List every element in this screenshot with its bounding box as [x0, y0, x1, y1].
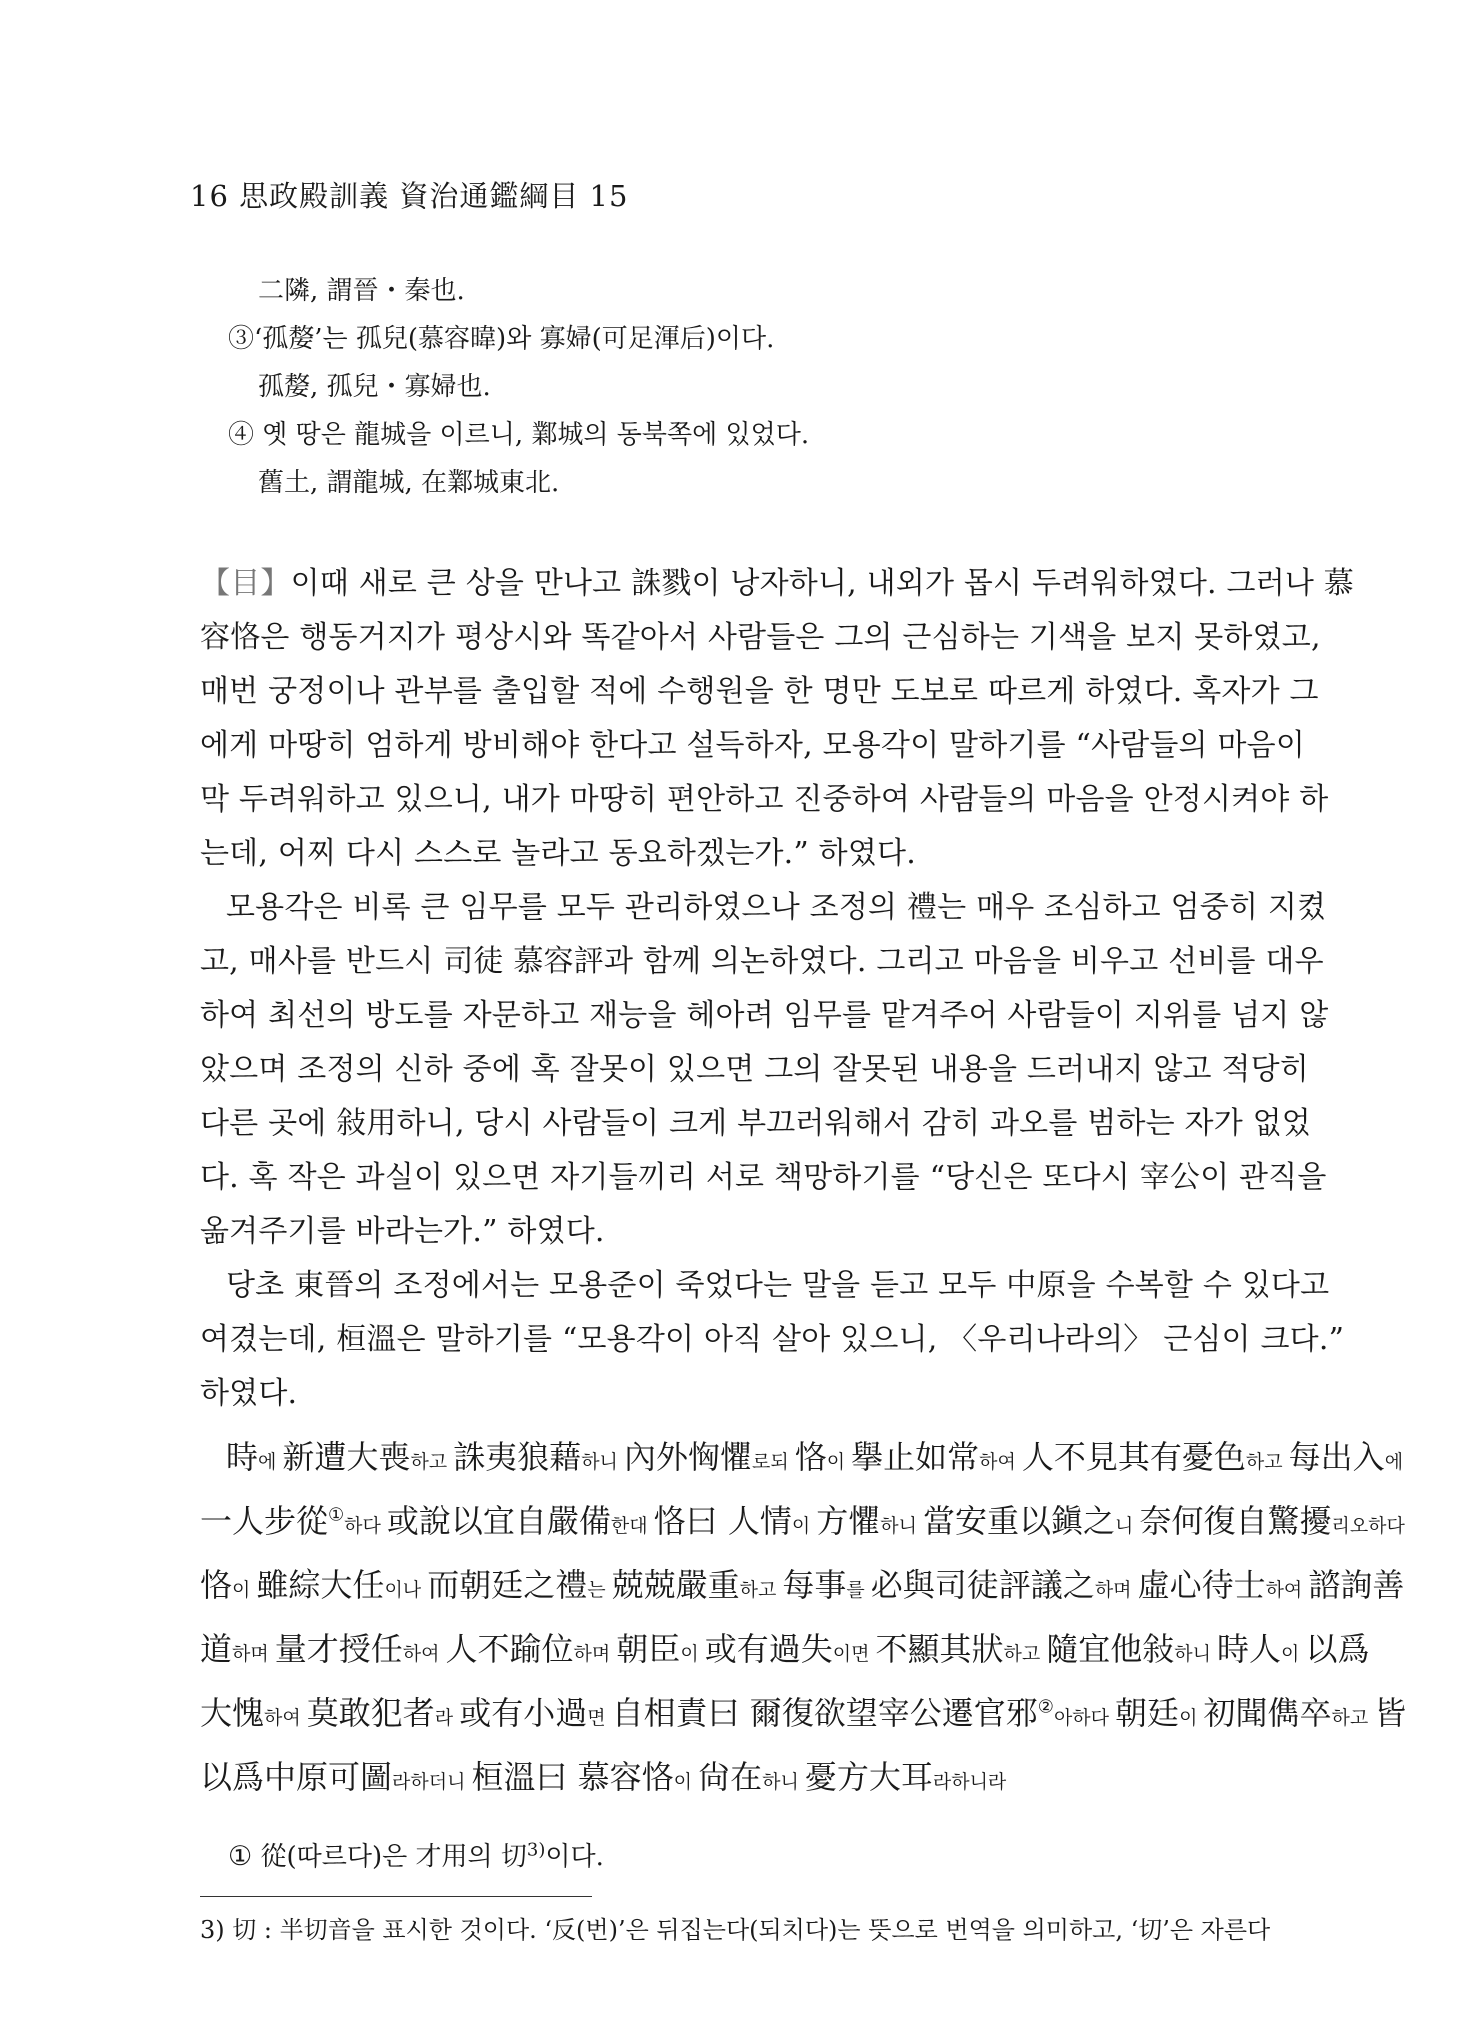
hanja-text: 而朝廷之禮 — [427, 1566, 588, 1604]
hanja-text: 或有過失 — [704, 1630, 833, 1668]
hanja-text: 量才授任 — [274, 1630, 403, 1668]
hanja-text: 自相責曰 爾復欲望宰公遷官邪 — [611, 1694, 1038, 1732]
commentary-line: 매번 궁정이나 관부를 출입할 적에 수행원을 한 명만 도보로 따르게 하였다. 혹자가 그 — [200, 674, 1319, 709]
hanja-text: 時人 — [1217, 1630, 1282, 1668]
hangul-gloss: 이 — [1179, 1707, 1204, 1729]
hanja-text: 初聞儁卒 — [1203, 1694, 1332, 1732]
hanja-text: 時 — [226, 1438, 259, 1476]
hanja-text: 一人步從 — [200, 1502, 329, 1540]
hanja-text: 桓溫曰 慕容恪 — [471, 1758, 674, 1796]
hangul-gloss: 에 — [1384, 1451, 1404, 1473]
hanja-text: 以爲中原可圖 — [200, 1758, 393, 1796]
note-marker: ① — [328, 1504, 345, 1526]
original-line — [200, 1624, 1369, 1670]
hangul-gloss: 하니 — [762, 1771, 805, 1793]
note-line: 二隣, 謂晉・秦也. — [258, 276, 465, 306]
hangul-gloss: 하며 — [573, 1643, 617, 1665]
hanja-text: 當安重以鎭之 — [923, 1502, 1116, 1540]
circled-number: ① — [228, 1841, 253, 1872]
original-line — [200, 1560, 1404, 1606]
hangul-gloss: 이 — [673, 1771, 699, 1793]
hanja-text: 誅夷狼藉 — [453, 1438, 582, 1476]
hanja-text: 每出入 — [1288, 1438, 1385, 1476]
hangul-gloss: 하여 — [264, 1707, 307, 1729]
hangul-gloss: 하니 — [1174, 1643, 1218, 1665]
hanja-text: 恪 — [200, 1566, 233, 1604]
hanja-text: 皆 — [1374, 1694, 1407, 1732]
hangul-gloss: 이 — [232, 1579, 257, 1601]
note-marker: ② — [1037, 1696, 1054, 1718]
hangul-gloss: 아하다 — [1053, 1707, 1116, 1729]
hangul-gloss: 한대 — [610, 1515, 654, 1537]
note-line: ④ 옛 땅은 龍城을 이르니, 鄴城의 동북쪽에 있었다. — [228, 420, 810, 450]
commentary-line: 하여 최선의 방도를 자문하고 재능을 헤아려 임무를 맡겨주어 사람들이 지위를 넘지 않 — [200, 998, 1329, 1033]
hanja-text: 憂方大耳 — [804, 1758, 933, 1796]
annotation-note: ① 從(따르다)은 才用의 切$^{3)}$이다. — [228, 1839, 604, 1872]
commentary-line: 容恪은 행동거지가 평상시와 똑같아서 사람들은 그의 근심하는 기색을 보지 못하였고, — [200, 620, 1321, 655]
commentary-line: 다. 혹 작은 과실이 있으면 자기들끼리 서로 책망하기를 “당신은 또다시 宰公이 관직을 — [200, 1160, 1327, 1195]
hanja-text: 恪 — [794, 1438, 827, 1476]
commentary-line: 에게 마땅히 엄하게 방비해야 한다고 설득하자, 모용각이 말하기를 “사람들의 마음이 — [200, 728, 1306, 763]
hangul-gloss: 를 — [846, 1579, 871, 1601]
commentary-line: 옮겨주기를 바라는가.” 하였다. — [200, 1214, 605, 1249]
hangul-gloss: 하여 — [1265, 1579, 1309, 1601]
original-line — [226, 1432, 1403, 1478]
hangul-gloss: 이면 — [832, 1643, 876, 1665]
hangul-gloss: 하고 — [1245, 1451, 1289, 1473]
hanja-text: 人不見其有憂色 — [1021, 1438, 1246, 1476]
hangul-gloss: 이나 — [384, 1579, 428, 1601]
original-line — [200, 1496, 1405, 1542]
commentary-line: 는데, 어찌 다시 스스로 놀라고 동요하겠는가.” 하였다. — [200, 836, 916, 871]
hanja-text: 不顯其狀 — [875, 1630, 1004, 1668]
hangul-gloss: 라 — [434, 1707, 460, 1729]
note-line: ③‘孤嫠’는 孤兒(慕容暐)와 寡婦(可足渾后)이다. — [228, 324, 775, 354]
hangul-gloss: 하니 — [880, 1515, 924, 1537]
hangul-gloss: 하고 — [739, 1579, 783, 1601]
hanja-text: 人不踰位 — [445, 1630, 574, 1668]
hanja-text: 奈何復自驚擾 — [1139, 1502, 1332, 1540]
original-line — [200, 1752, 1006, 1798]
hanja-text: 隨宜他敍 — [1046, 1630, 1175, 1668]
hangul-gloss: 리오하다 — [1331, 1515, 1405, 1537]
hangul-gloss: 하고 — [410, 1451, 454, 1473]
hangul-gloss: 하고 — [1331, 1707, 1375, 1729]
original-line — [200, 1688, 1406, 1734]
hanja-text: 莫敢犯者 — [306, 1694, 435, 1732]
hanja-text: 兢兢嚴重 — [611, 1566, 740, 1604]
hangul-gloss: 이 — [826, 1451, 852, 1473]
hanja-text: 雖綜大任 — [256, 1566, 385, 1604]
commentary-line: 고, 매사를 반드시 司徒 慕容評과 함께 의논하였다. 그리고 마음을 비우고 선비를 대우 — [200, 944, 1324, 979]
note-line: 孤嫠, 孤兒・寡婦也. — [258, 372, 491, 402]
commentary-line: 당초 東晉의 조정에서는 모용준이 죽었다는 말을 듣고 모두 中原을 수복할 수 있다고 — [226, 1268, 1330, 1303]
commentary-line: 다른 곳에 敍用하니, 당시 사람들이 크게 부끄러워해서 감히 과오를 범하는 자가 없었 — [200, 1106, 1311, 1141]
footnote-rule — [200, 1896, 592, 1897]
hangul-gloss: 하며 — [1094, 1579, 1138, 1601]
hangul-gloss: 에 — [258, 1451, 283, 1473]
hanja-text: 方懼 — [816, 1502, 881, 1540]
footnote-ref[interactable]: 3) — [526, 1839, 546, 1861]
running-header: 16 思政殿訓義 資治通鑑綱目 15 — [190, 179, 629, 213]
footnote: 3) 切 : 半切音을 표시한 것이다. ‘反(번)’은 뒤집는다(되치다)는 뜻으로 번역을 의미하고, ‘切’은 자른다 — [200, 1916, 1271, 1944]
hanja-text: 擧止如常 — [851, 1438, 980, 1476]
hanja-text: 或說以宜自嚴備 — [386, 1502, 611, 1540]
hanja-text: 新遭大喪 — [282, 1438, 411, 1476]
hangul-gloss: 로되 — [751, 1451, 795, 1473]
hanja-text: 以爲 — [1305, 1630, 1370, 1668]
hanja-text: 道 — [200, 1630, 233, 1668]
hangul-gloss: 이 — [791, 1515, 817, 1537]
hanja-text: 朝廷 — [1115, 1694, 1180, 1732]
hangul-gloss: 하다 — [344, 1515, 387, 1537]
hangul-gloss: 이 — [1281, 1643, 1306, 1665]
hanja-text: 每事 — [782, 1566, 847, 1604]
hanja-text: 必與司徒評議之 — [870, 1566, 1095, 1604]
hangul-gloss: 면 — [587, 1707, 612, 1729]
note-line: 舊土, 謂龍城, 在鄴城東北. — [258, 468, 560, 498]
hangul-gloss: 라하더니 — [392, 1771, 472, 1793]
hangul-gloss: 하며 — [232, 1643, 275, 1665]
hanja-text: 或有小過 — [459, 1694, 588, 1732]
hanja-text: 大愧 — [200, 1694, 265, 1732]
hangul-gloss: 는 — [587, 1579, 612, 1601]
commentary-line: 모용각은 비록 큰 임무를 모두 관리하였으나 조정의 禮는 매우 조심하고 엄중히 지켰 — [226, 890, 1327, 925]
hanja-text: 恪曰 人情 — [653, 1502, 792, 1540]
hangul-gloss: 이 — [680, 1643, 705, 1665]
hanja-text: 朝臣 — [616, 1630, 681, 1668]
commentary-line: 여겼는데, 桓溫은 말하기를 “모용각이 아직 살아 있으니, 〈우리나라의〉 근심이 크다.” — [200, 1322, 1345, 1357]
hanja-text: 內外恟懼 — [623, 1438, 752, 1476]
hangul-gloss: 하고 — [1003, 1643, 1047, 1665]
commentary-line: 막 두려워하고 있으니, 내가 마땅히 편안하고 진중하여 사람들의 마음을 안정시켜야 하 — [200, 782, 1329, 817]
hangul-gloss: 니 — [1115, 1515, 1140, 1537]
hangul-gloss: 하여 — [402, 1643, 446, 1665]
hanja-text: 虛心待士 — [1137, 1566, 1266, 1604]
commentary-line: 【目】이때 새로 큰 상을 만나고 誅戮이 낭자하니, 내외가 몹시 두려워하였다. 그러나 慕 — [200, 566, 1354, 601]
hangul-gloss: 하여 — [979, 1451, 1022, 1473]
commentary-marker: 【目】 — [200, 566, 291, 601]
commentary-line: 하였다. — [200, 1376, 298, 1411]
hangul-gloss: 라하니라 — [932, 1771, 1007, 1793]
hangul-gloss: 하니 — [581, 1451, 624, 1473]
commentary-line: 았으며 조정의 신하 중에 혹 잘못이 있으면 그의 잘못된 내용을 드러내지 않고 적당히 — [200, 1052, 1309, 1087]
hanja-text: 諮詢善 — [1308, 1566, 1405, 1604]
hanja-text: 尙在 — [698, 1758, 763, 1796]
